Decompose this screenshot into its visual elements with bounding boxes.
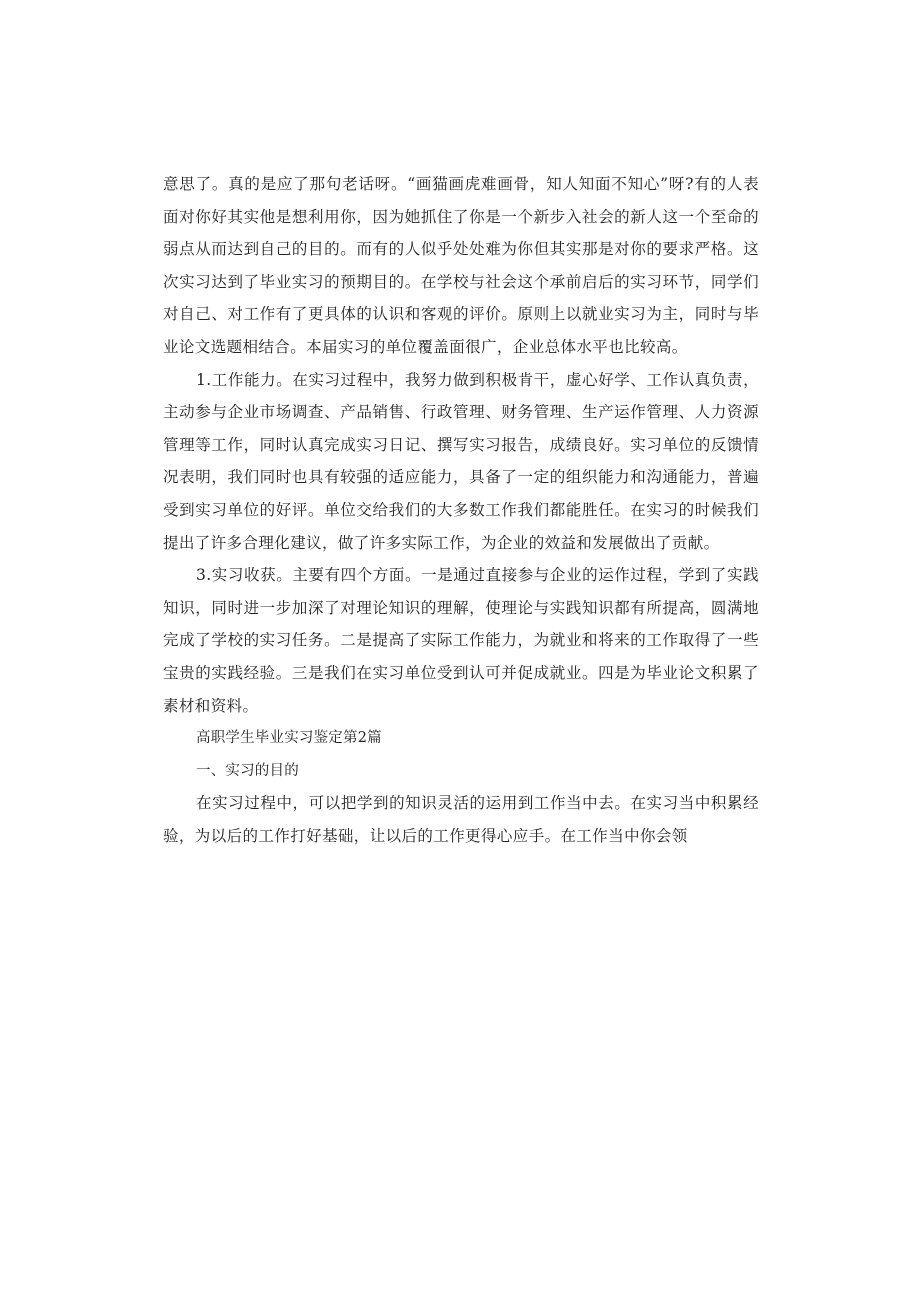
section-title: 高职学生毕业实习鉴定第2篇 [196,730,382,747]
paragraph-purpose: 在实习过程中，可以把学到的知识灵活的运用到工作当中去。在实习当中积累经验，为以后的工作打好基础，让以后的工作更得心应手。在工作当中你会领 [163,794,759,845]
paragraph-opening: 意思了。真的是应了那句老话呀。“画猫画虎难画骨，知人知面不知心”呀?有的人表面对你好其实他是想利用你，因为她抓住了你是一个新步入社会的新人这一个至命的弱点从而达到自己的目的。而有的人似乎处处难为你但其实那是对你的要求严格。这次实习达到了毕业实习的预期目的。在学校与社会这个承前启后的实习环节，同学们对自己、对工作有了更具体的认识和客观的评价。原则上以就业实习为主，同时与毕业论文选题相结合。本届实习的单位覆盖面很广，企业总体水平也比较高。 [163,175,759,356]
paragraph-work-ability: 1.工作能力。在实习过程中，我努力做到积极肯干，虚心好学、工作认真负责，主动参与企业市场调查、产品销售、行政管理、财务管理、生产运作管理、人力资源管理等工作，同时认真完成实习日记、撰写实习报告，成绩良好。实习单位的反馈情况表明，我们同时也具有较强的适应能力，具备了一定的组织能力和沟通能力，普遍受到实习单位的好评。单位交给我们的大多数工作我们都能胜任。在实习的时候我们提出了许多合理化建议，做了许多实际工作，为企业的效益和发展做出了贡献。 [163,370,759,552]
paragraph-internship-gains: 3.实习收获。主要有四个方面。一是通过直接参与企业的运作过程，学到了实践知识，同时进一步加深了对理论知识的理解，使理论与实践知识都有所提高，圆满地完成了学校的实习任务。二是提高了实际工作能力，为就业和将来的工作取得了一些宝贵的实践经验。三是我们在实习单位受到认可并促成就业。四是为毕业论文积累了素材和资料。 [163,566,759,715]
document-body [163,168,759,852]
subsection-title: 一、实习的目的 [196,762,299,779]
